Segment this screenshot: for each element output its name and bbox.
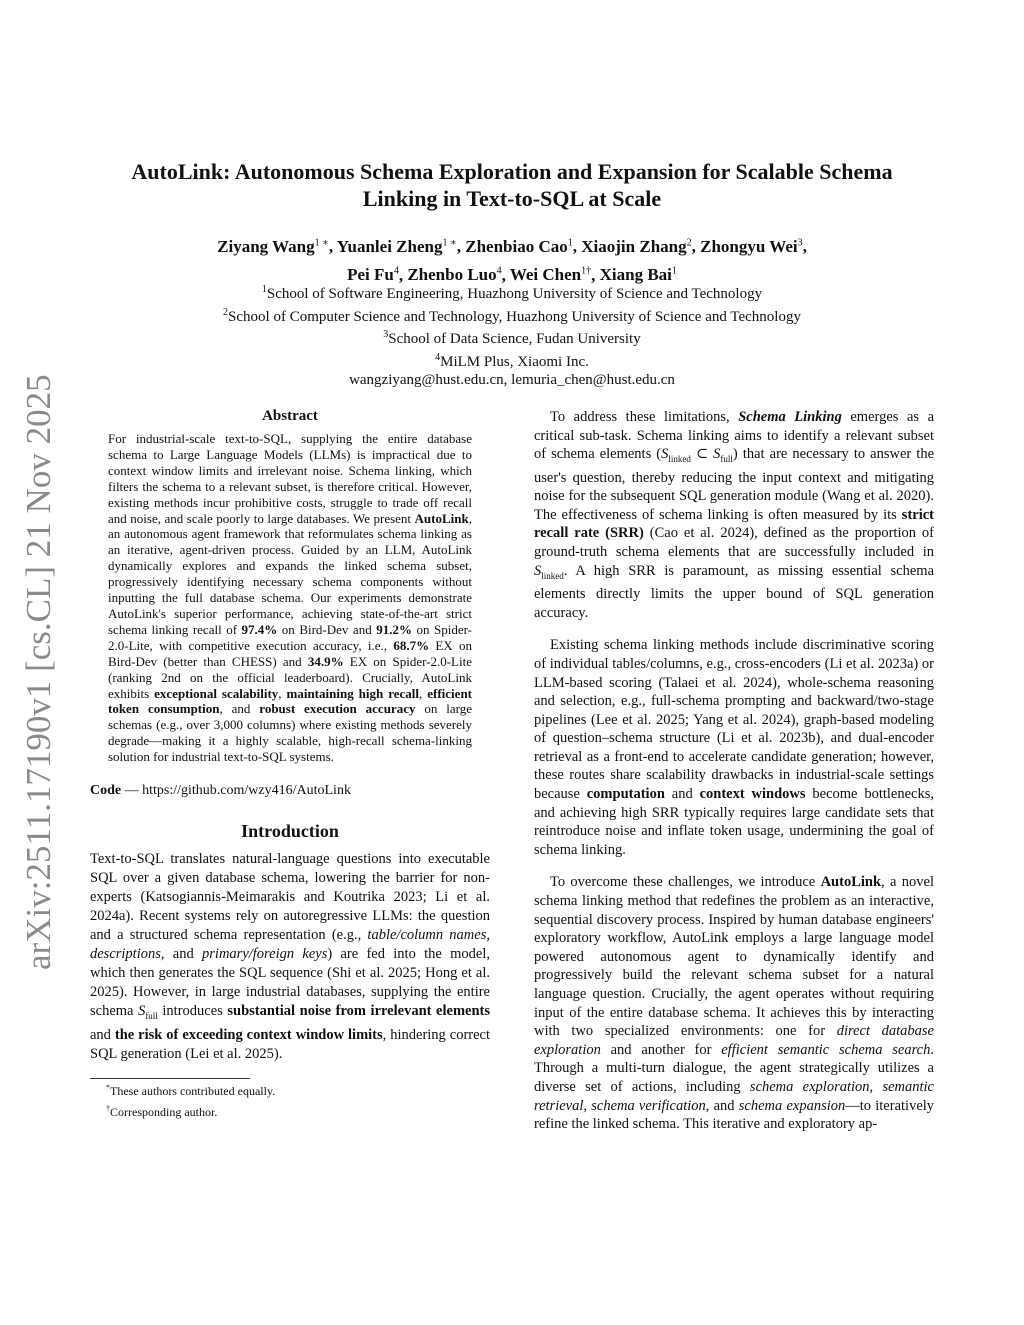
title-line-2: Linking in Text-to-SQL at Scale <box>362 186 662 211</box>
author-list: Ziyang Wang$^{1 ∗}$, Yuanlei Zheng$^{1 ∗}$, Zhenbiao Cao$^1$, Xiaojin Zhang$^2$, Zhongyu Wei$^3$, Pei Fu$^4$, Zhenbo Luo$^4$, Wei Chen$^{1\dagger}$, Xiang Bai$^1$ <box>217 236 807 285</box>
author: Zhongyu Wei$^3$ <box>700 236 803 256</box>
left-column <box>90 408 490 1121</box>
code-url-link[interactable]: https://github.com/wzy416/AutoLink <box>142 783 351 799</box>
abstract-heading: Abstract <box>262 408 318 424</box>
author: Zhenbo Luo$^4$ <box>407 265 502 285</box>
author: Ziyang Wang$^{1 ∗}$ <box>217 236 329 256</box>
author: Yuanlei Zheng$^{1 ∗}$ <box>336 236 457 256</box>
introduction-paragraph: Text-to-SQL translates natural-language questions into executable SQL over a given database schema, lowering the barrier for non-experts (Katsogiannis-Meimarakis and Koutrika 2023; Li et al. 2024a). Recent systems rely on autoregressive LLMs: the question and a structured schema representation (e.g., table/column names, descriptions, and primary/foreign keys) are fed into the model, which then generates the SQL sequence (Shi et al. 2025; Hong et al. 2025). However, in large industrial databases, supplying the entire schema $S_{full}$ introduces substantial noise from irrelevant elements and the risk of exceeding context window limits, hindering correct SQL generation (Lei et al. 2025). <box>90 851 491 1062</box>
right-column <box>534 408 934 1148</box>
affiliation: $^2$School of Computer Science and Technology, Huazhong University of Science and Technology <box>223 306 801 325</box>
body-paragraph: To address these limitations, Schema Linking emerges as a critical sub-task. Schema linking aims to identify a relevant subset of schema elements ($S_{linked}$ ⊂ $S_{full}$) that are necessary to answer the user's question, thereby reducing the input context and mitigating noise for the subsequent SQL generation module (Wang et al. 2020). The effectiveness of schema linking is often measured by its strict recall rate (SRR) (Cao et al. 2024), defined as the proportion of ground-truth schema elements that are successfully included in $S_{linked}$. A high SRR is paramount, as missing essential schema elements directly limits the upper bound of SQL generation accuracy. <box>534 409 935 621</box>
code-link-line: Code — https://github.com/wzy416/AutoLink <box>90 783 351 799</box>
author: Xiang Bai$^1$ <box>599 265 677 285</box>
affiliation: $^4$MiLM Plus, Xiaomi Inc. <box>435 351 589 370</box>
affiliation: $^3$School of Data Science, Fudan University <box>383 329 641 347</box>
affiliation: $^1$School of Software Engineering, Huazhong University of Science and Technology <box>261 284 763 302</box>
body-paragraph: Existing schema linking methods include discriminative scoring of individual tables/columns, e.g., cross-encoders (Li et al. 2023a) or LLM-based scoring (Talaei et al. 2024), whole-schema reasoning and selection, e.g., full-schema prompting and backward/two-stage pipelines (Lee et al. 2025; Yang et al. 2024), graph-based modeling of question–schema structure (Li et al. 2023b), and dual-encoder retrieval as a front-end to accelerate candidate generation; however, these routes share scalability drawbacks in industrial-scale settings because computation and context windows become bottlenecks, and achieving high SRR typically requires large candidate sets that reintroduce noise and inflate token usage, undermining the goal of schema linking. <box>534 637 935 858</box>
footnote: *These authors contributed equally. <box>106 1082 276 1098</box>
abstract-body: For industrial-scale text-to-SQL, supplying the entire database schema to Large Language Models (LLMs) is impractical due to context window limits and irrelevant noise. Schema linking, which filters the schema to a relevant subset, is therefore critical. However, existing methods incur prohibitive costs, struggle to trade off recall and noise, and scale poorly to large databases. We present AutoLink, an autonomous agent framework that reformulates schema linking as an iterative, agent-driven process. Guided by an LLM, AutoLink dynamically explores and expands the linked schema subset, progressively identifying necessary schema components without inputting the full database schema. Our experiments demonstrate AutoLink's superior performance, achieving state-of-the-art strict schema linking recall of 97.4% on Bird-Dev and 91.2% on Spider-2.0-Lite, with competitive execution accuracy, i.e., 68.7% EX on Bird-Dev (better than CHESS) and 34.9% EX on Spider-2.0-Lite (ranking 2nd on the official leaderboard). Crucially, AutoLink exhibits exceptional scalability, maintaining high recall, efficient token consumption, and robust execution accuracy on large schemas (e.g., over 3,000 columns) where existing methods severely degrade—making it a highly scalable, high-recall schema-linking solution for industrial text-to-SQL systems. <box>108 431 473 765</box>
author: Wei Chen$^{1\dagger}$ <box>509 265 592 285</box>
paper-title <box>92 158 932 212</box>
contact-emails: wangziyang@hust.edu.cn, lemuria_chen@hust.edu.cn <box>349 372 675 388</box>
arxiv-identifier: arXiv:2511.17190v1 [cs.CL] 21 Nov 2025 <box>19 374 58 970</box>
author: Zhenbiao Cao$^1$ <box>465 236 573 256</box>
footnote: †Corresponding author. <box>106 1103 218 1119</box>
author: Xiaojin Zhang$^2$ <box>581 236 692 256</box>
author: Pei Fu$^4$ <box>347 265 399 285</box>
introduction-heading: Introduction <box>241 821 339 842</box>
affiliations <box>92 281 932 390</box>
body-paragraph: To overcome these challenges, we introduce AutoLink, a novel schema linking method that redefines the problem as an interactive, sequential discovery process. Inspired by human database engineers' exploratory workflow, AutoLink employs a large language model powered autonomous agent to dynamically identify and progressively build the relevant schema subset for a natural language question. Crucially, the agent operates without requiring input of the entire database schema. It achieves this by interacting with two specialized environments: one for direct database exploration and another for efficient semantic schema search. Through a multi-turn dialogue, the agent strategically utilizes a diverse set of actions, including schema exploration, semantic retrieval, schema verification, and schema expansion—to iteratively refine the linked schema. This iterative and exploratory ap- <box>534 874 935 1133</box>
title-line-1: AutoLink: Autonomous Schema Exploration and Expansion for Scalable Schema <box>131 159 893 184</box>
code-label: Code <box>90 783 122 799</box>
